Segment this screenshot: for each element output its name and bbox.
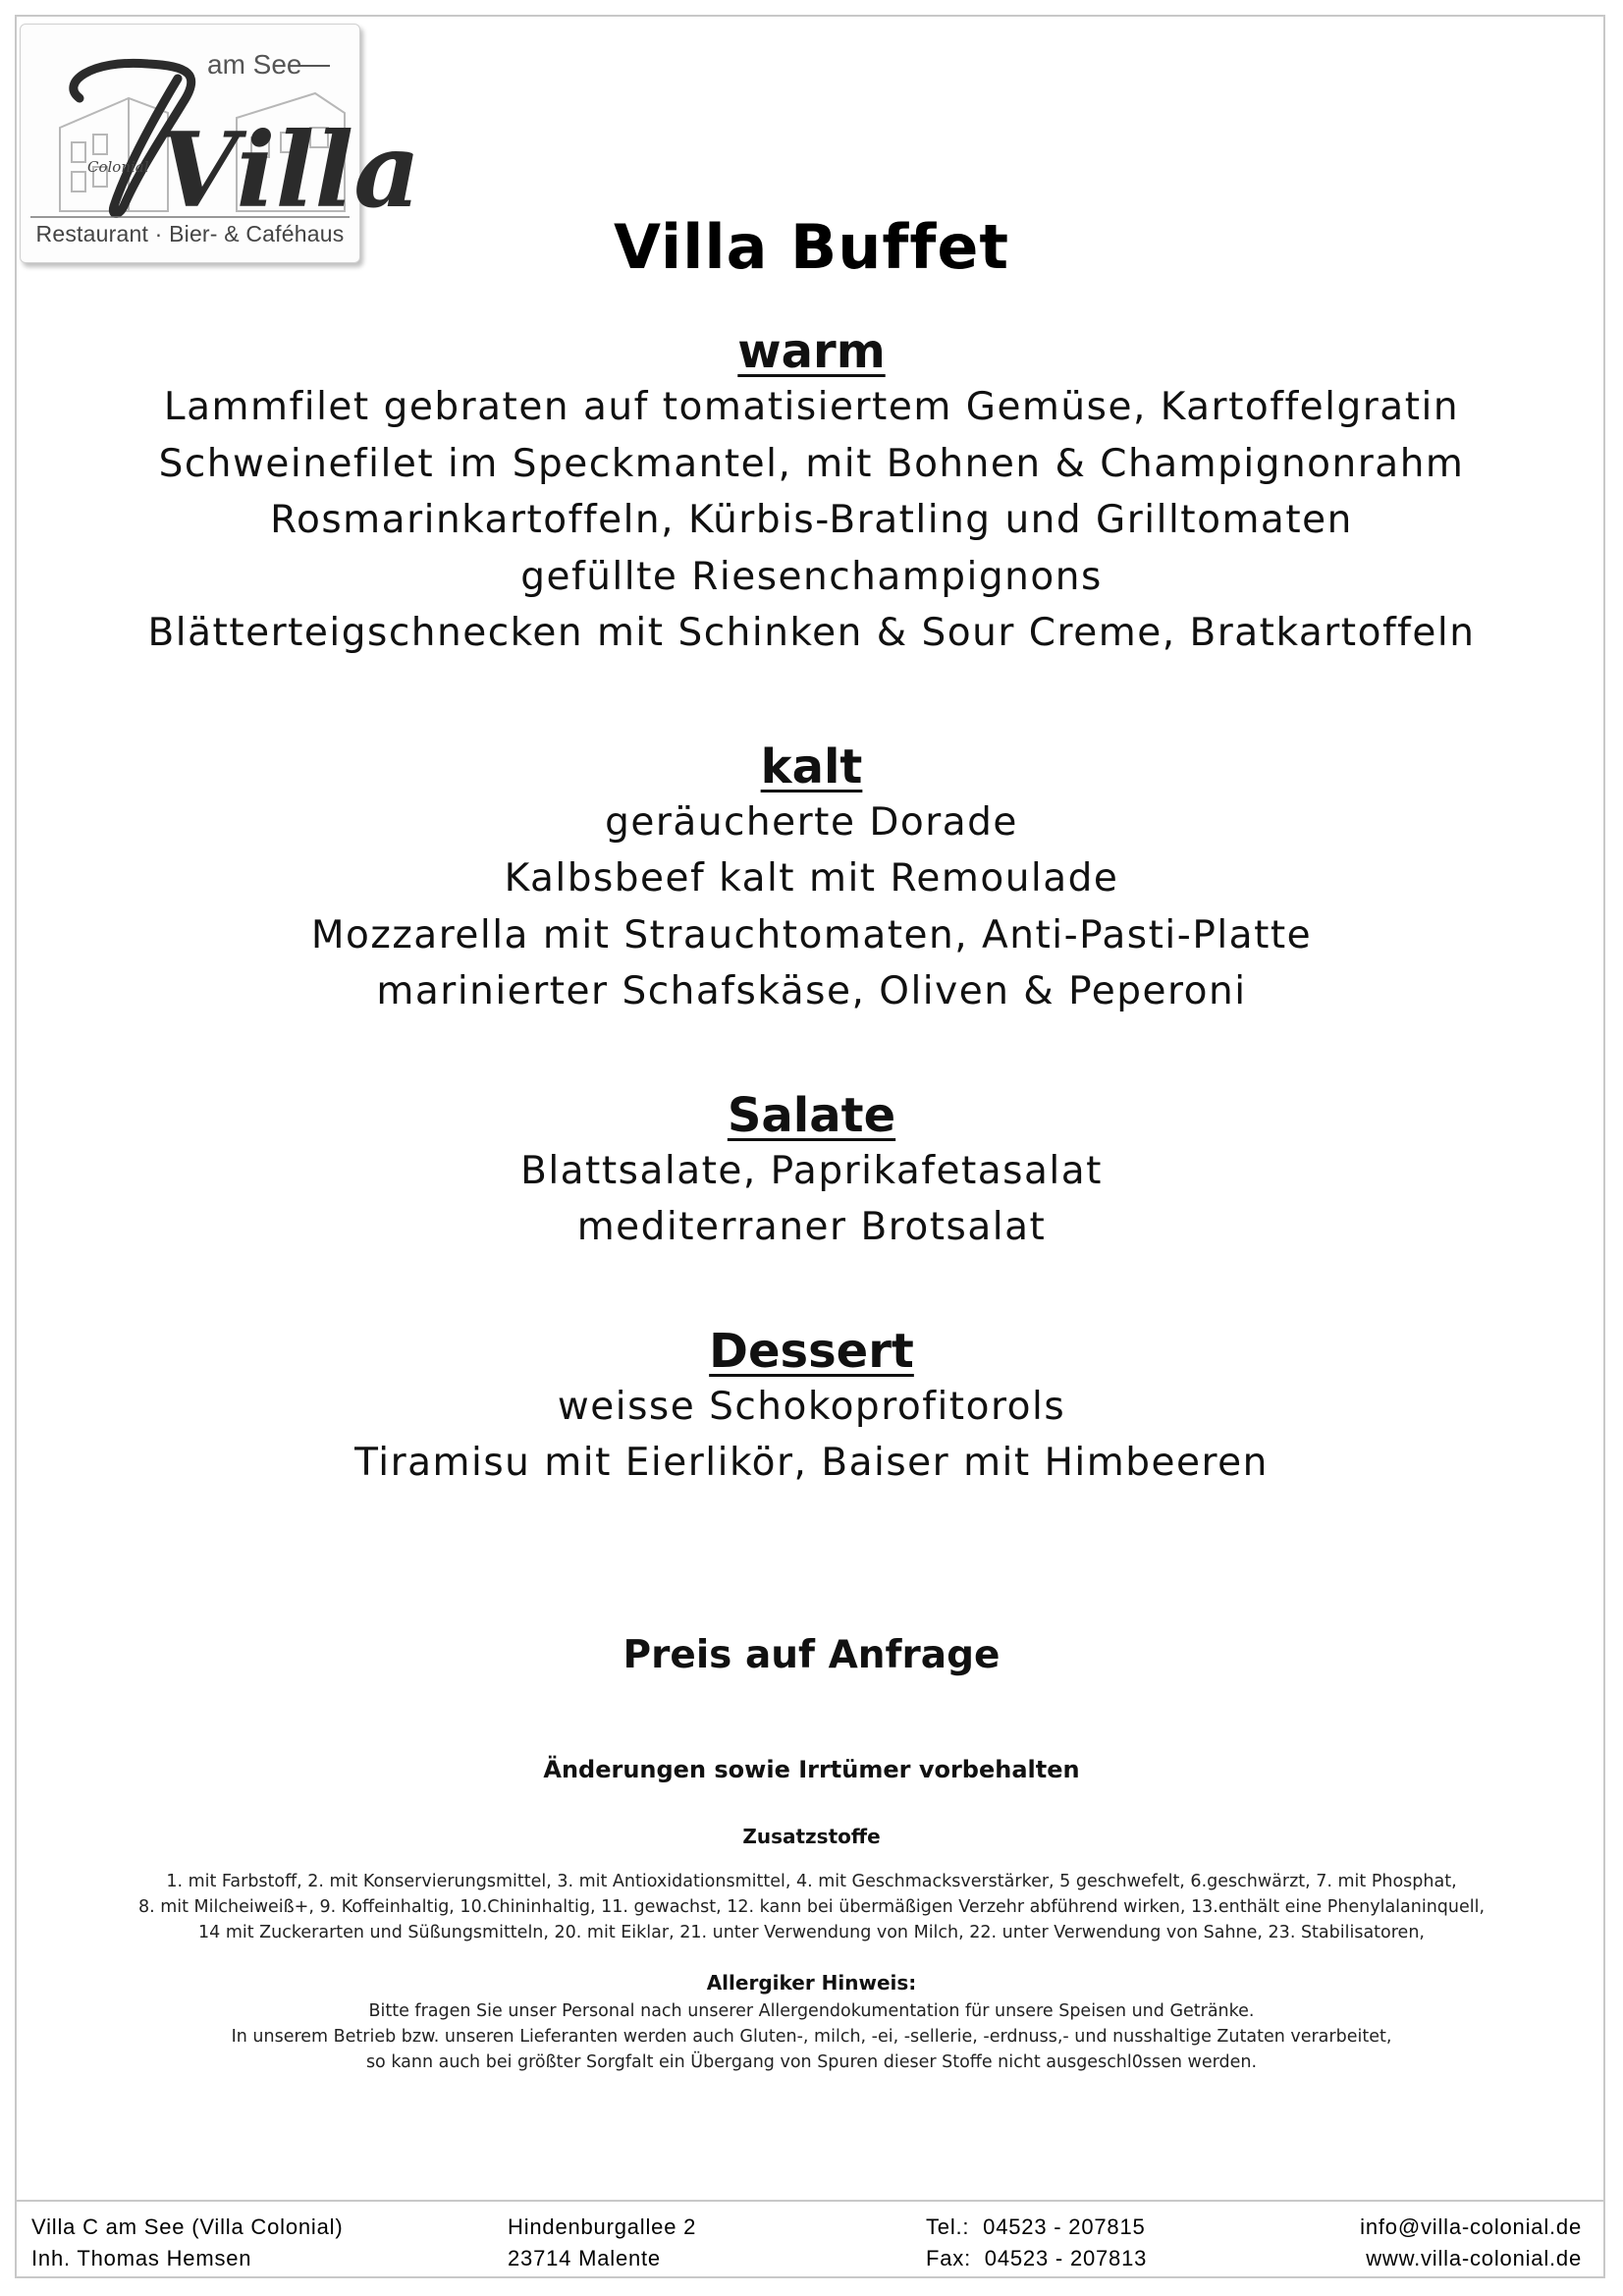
additives-line: 8. mit Milcheiweiß+, 9. Koffeinhaltig, 10.Chininhaltig, 11. gewachst, 12. kann bei übermäßigen Verzehr abführend wirken, 13.enthält eine Phenylalaninquell, <box>137 1897 1486 1917</box>
footer-city: 23714 Malente <box>508 2246 661 2270</box>
allergy-line: In unserem Betrieb bzw. unseren Lieferanten werden auch Gluten-, milch, -ei, -sellerie, -erdnuss,- und nusshaltige Zutaten verarbeitet, <box>231 2027 1392 2047</box>
footer-street: Hindenburgallee 2 <box>508 2214 697 2239</box>
allergy-notice <box>39 1998 1584 2075</box>
footer-contact <box>1360 2212 1582 2274</box>
section-heading-dessert: Dessert <box>709 1323 914 1379</box>
menu-item: mediterraner Brotsalat <box>576 1205 1047 1249</box>
footer-fax: Fax: 04523 - 207813 <box>926 2246 1148 2270</box>
allergy-line: Bitte fragen Sie unser Personal nach unserer Allergendokumentation für unsere Speisen und Getränke. <box>368 2001 1255 2021</box>
menu-item: Blätterteigschnecken mit Schinken & Sour Creme, Bratkartoffeln <box>147 611 1476 655</box>
allergy-line: so kann auch bei größter Sorgfalt ein Übergang von Spuren dieser Stoffe nicht ausgeschl0ssen werden. <box>365 2052 1258 2072</box>
additives-line: 1. mit Farbstoff, 2. mit Konservierungsmittel, 3. mit Antioxidationsmittel, 4. mit Geschmacksverstärker, 5 geschwefelt, 6.geschwärzt, 7. mit Phosphat, <box>166 1872 1457 1891</box>
menu-item: Blattsalate, Paprikafetasalat <box>520 1148 1103 1193</box>
price-note: Preis auf Anfrage <box>622 1633 1001 1677</box>
menu-item: Kalbsbeef kalt mit Remoulade <box>504 856 1119 901</box>
additives-line: 14 mit Zuckerarten und Süßungsmitteln, 20. mit Eiklar, 21. unter Verwendung von Milch, 22. unter Verwendung von Sahne, 23. Stabilisatoren, <box>198 1923 1425 1942</box>
logo-am-see-text: am See <box>207 49 302 80</box>
changes-notice: Änderungen sowie Irrtümer vorbehalten <box>543 1756 1080 1783</box>
footer-divider <box>15 2200 1605 2202</box>
menu-sections <box>0 324 1623 1492</box>
menu-item: Mozzarella mit Strauchtomaten, Anti-Pasti-Platte <box>310 912 1313 957</box>
menu-item: geräucherte Dorade <box>605 799 1018 845</box>
footer-owner: Inh. Thomas Hemsen <box>31 2246 252 2270</box>
menu-item: Lammfilet gebraten auf tomatisiertem Gemüse, Kartoffelgratin <box>163 385 1460 429</box>
menu-item: Tiramisu mit Eierlikör, Baiser mit Himbeeren <box>354 1441 1269 1485</box>
footer-address <box>508 2212 696 2274</box>
logo-colonial-text: Colonial <box>87 158 149 176</box>
section-dessert <box>0 1324 1623 1492</box>
additives-title: Zusatzstoffe <box>742 1825 881 1848</box>
menu-item: weisse Schokoprofitorols <box>557 1384 1066 1429</box>
page-title: Villa Buffet <box>613 211 1010 283</box>
footer-web-link[interactable]: www.villa-colonial.de <box>1366 2246 1582 2270</box>
footer-name: Villa C am See (Villa Colonial) <box>31 2214 344 2239</box>
footer-email-link[interactable]: info@villa-colonial.de <box>1360 2214 1582 2239</box>
menu-item: Rosmarinkartoffeln, Kürbis-Bratling und Grilltomaten <box>270 498 1353 542</box>
menu-item: marinierter Schafskäse, Oliven & Peperoni <box>376 969 1247 1013</box>
footer-tel: Tel.: 04523 - 207815 <box>926 2214 1146 2239</box>
menu-item: gefüllte Riesenchampignons <box>520 554 1103 599</box>
logo-villa-text: Villa <box>158 109 421 231</box>
section-salate <box>0 1088 1623 1256</box>
additives-list <box>39 1869 1584 1945</box>
section-heading-warm: warm <box>737 324 886 379</box>
footer-company <box>31 2212 343 2274</box>
logo-subtitle: Restaurant · Bier- & Caféhaus <box>35 221 345 246</box>
section-heading-salate: Salate <box>727 1087 896 1143</box>
section-kalt <box>0 739 1623 1020</box>
menu-item: Schweinefilet im Speckmantel, mit Bohnen & Champignonrahm <box>158 441 1465 486</box>
allergy-title: Allergiker Hinweis: <box>706 1971 917 1995</box>
footer-phone <box>926 2212 1147 2274</box>
section-warm <box>0 324 1623 662</box>
section-heading-kalt: kalt <box>760 738 863 794</box>
